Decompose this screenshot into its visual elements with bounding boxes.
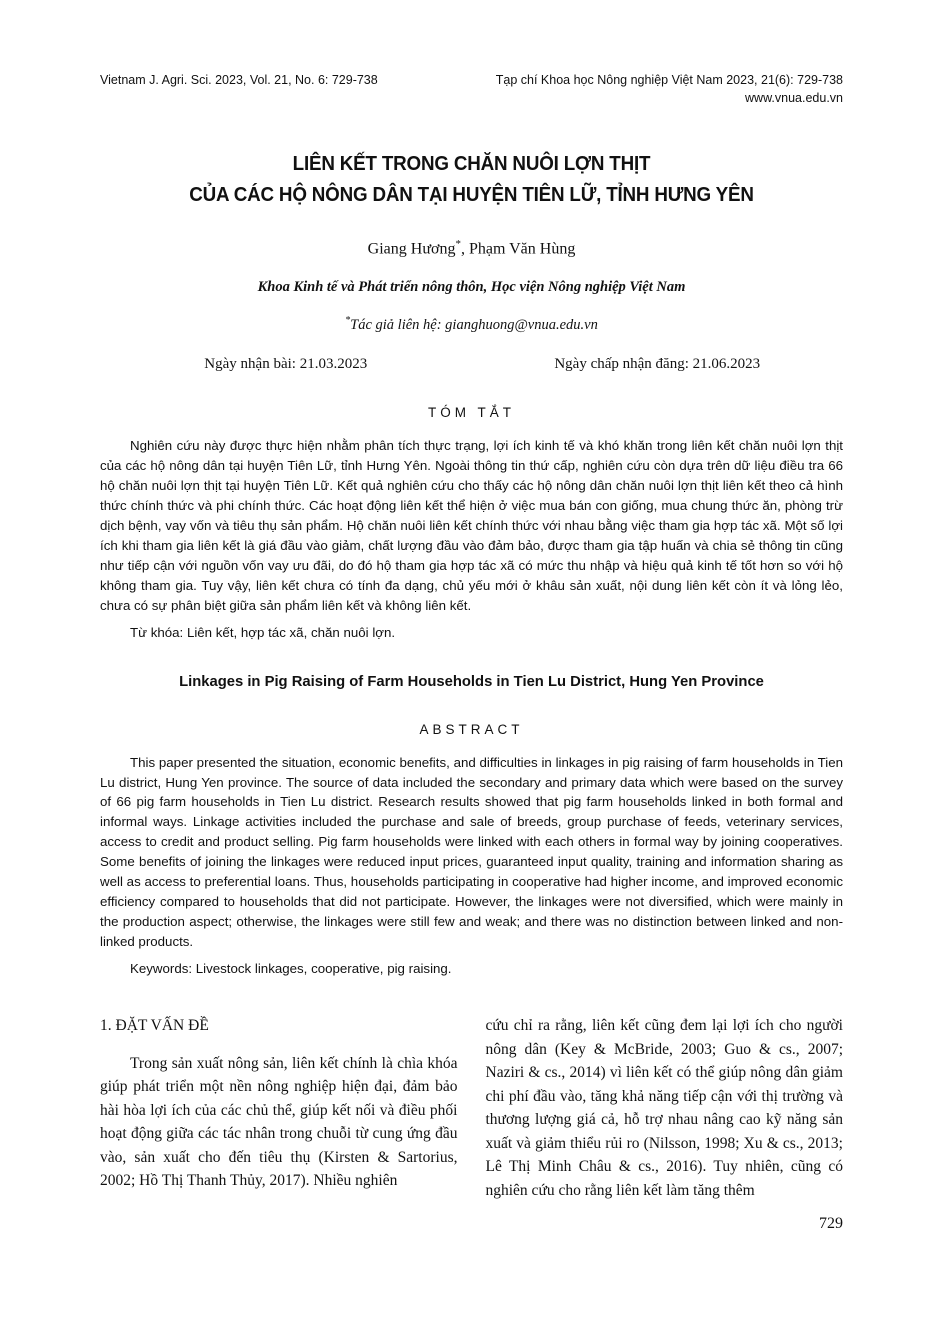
abstract-vi-heading: TÓM TẮT — [428, 405, 515, 421]
corresponding-contact-line — [100, 315, 843, 334]
affiliation-line: Khoa Kinh tế và Phát triển nông thôn, Học viện Nông nghiệp Việt Nam — [257, 279, 686, 296]
body-columns — [100, 1014, 843, 1202]
journal-url: www.vnua.edu.vn — [745, 90, 843, 105]
contact-asterisk: * — [345, 315, 351, 327]
paper-title — [100, 149, 843, 211]
english-title: Linkages in Pig Raising of Farm Households in Tien Lu District, Hung Yen Province — [179, 673, 764, 690]
abstract-vi-text: Nghiên cứu này được thực hiện nhằm phân tích thực trạng, lợi ích kinh tế và khó khăn trong liên kết chăn nuôi lợn thịt của các hộ nông dân tại huyện Tiên Lữ, tỉnh Hưng Yên. Ngoài thông tin thứ cấp, nghiên cứu còn dựa trên dữ liệu điều tra 66 hộ chăn nuôi lợn thịt tại huyện Tiên Lữ. Kết quả nghiên cứu cho thấy các hộ nông dân chăn nuôi lợn thịt liên kết theo cả hình thức chính thức và phi chính thức. Các hoạt động liên kết thể hiện ở việc mua bán con giống, mua chung thức ăn, phòng trừ dịch bệnh, vay vốn và tiêu thụ sản phẩm. Hộ chăn nuôi liên kết chính thức với nhau bằng việc tham gia hợp tác xã. Một số lợi ích khi tham gia liên kết là giá đầu vào giảm, chất lượng đầu vào đảm bảo, được tham gia tập huấn và chia sẻ thông tin cũng như tiếp cận với nguồn vốn vay ưu đãi, do đó hộ tham gia hợp tác xã có mức thu nhập và hiệu quả kinh tế tốt hơn so với hộ không tham gia. Tuy vậy, liên kết chưa có tính đa dạng, chủ yếu mới ở khâu sản xuất, nội dung liên kết còn ít và lỏng lẻo, chưa có sự phân biệt giữa sản phẩm liên kết và không liên kết. — [100, 438, 843, 613]
author-name-rest: , Phạm Văn Hùng — [460, 240, 576, 258]
abstract-en-heading: ABSTRACT — [419, 721, 524, 737]
corresponding-author-asterisk: * — [455, 238, 461, 250]
contact-text: Tác giả liên hệ: gianghuong@vnua.edu.vn — [350, 317, 598, 334]
body-column-right — [486, 1014, 844, 1202]
paper-title-line-2: CỦA CÁC HỘ NÔNG DÂN TẠI HUYỆN TIÊN LỮ, TỈNH HƯNG YÊN — [189, 184, 754, 206]
journal-citation-vi: Tạp chí Khoa học Nông nghiệp Việt Nam 2023, 21(6): 729-738 — [495, 73, 843, 87]
page-number: 729 — [819, 1215, 843, 1232]
section-1-paragraph-left: Trong sản xuất nông sản, liên kết chính là chìa khóa giúp phát triển một nền nông nghiệp hiện đại, đảm bảo hài hòa lợi ích của các chủ thể, giúp kết nối và điều phối hoạt động giữa các tác nhân trong chuỗi từ cung ứng đầu vào, sản xuất cho đến tiêu thụ (Kirsten & Sartorius, 2002; Hồ Thị Thanh Thủy, 2017). Nhiều nghiên — [100, 1054, 458, 1190]
accepted-date: Ngày chấp nhận đăng: 21.06.2023 — [554, 356, 761, 373]
body-column-left — [100, 1014, 458, 1202]
keywords-vi: Từ khóa: Liên kết, hợp tác xã, chăn nuôi lợn. — [130, 624, 396, 640]
authors-line — [100, 238, 843, 258]
abstract-en-text: This paper presented the situation, economic benefits, and difficulties in linkages in pig raising of farm households in Tien Lu district, Hung Yen province. The source of data included the secondary and primary data which were based on the survey of 66 pig farm households in Tien Lu district. Research results showed that pig farm households linked in both formal and informal ways. Linkage activities included the purchase and sale of breeds, group purchase of feeds, veterinary services, access to credit and product selling. Pig farm households were linked with each others in formal way by joining cooperatives. Some benefits of joining the linkages were reduced input prices, guaranteed input quality, training and information sharing as well as access to preferential loans. Thus, households participating in cooperative had higher income, and improved economic efficiency compared to households that did not participate. However, the linkages were not diversified, which were mainly in the production aspect; otherwise, the linkages were still few and weak; and there was no distinction between linked and non-linked products. — [100, 754, 843, 950]
dates-row — [100, 356, 843, 373]
paper-title-line-1: LIÊN KẾT TRONG CHĂN NUÔI LỢN THỊT — [292, 153, 651, 175]
page-header — [100, 72, 843, 107]
journal-citation-left: Vietnam J. Agri. Sci. 2023, Vol. 21, No. 6: 729-738 — [100, 73, 378, 87]
author-name-1: Giang Hương — [367, 240, 456, 258]
journal-citation-right — [496, 72, 843, 107]
keywords-en: Keywords: Livestock linkages, cooperative, pig raising. — [130, 960, 452, 976]
section-1-paragraph-right: cứu chỉ ra rằng, liên kết cũng đem lại lợi ích cho người nông dân (Key & McBride, 2003; Guo & cs., 2007; Naziri & cs., 2014) vì liên kết có thể giúp nông dân giảm chi phí đầu vào, tăng khả năng tiếp cận với thị trường và thương lượng giá cả, hỗ trợ nhau nâng cao kỹ năng sản xuất và giảm thiểu rủi ro (Nilsson, 1998; Xu & cs., 2013; Lê Thị Minh Châu & cs., 2016). Tuy nhiên, cũng có nghiên cứu cho rằng liên kết làm tăng thêm — [485, 1016, 843, 1199]
section-1-heading: 1. ĐẶT VẤN ĐỀ — [100, 1016, 209, 1034]
received-date: Ngày nhận bài: 21.03.2023 — [204, 356, 368, 373]
